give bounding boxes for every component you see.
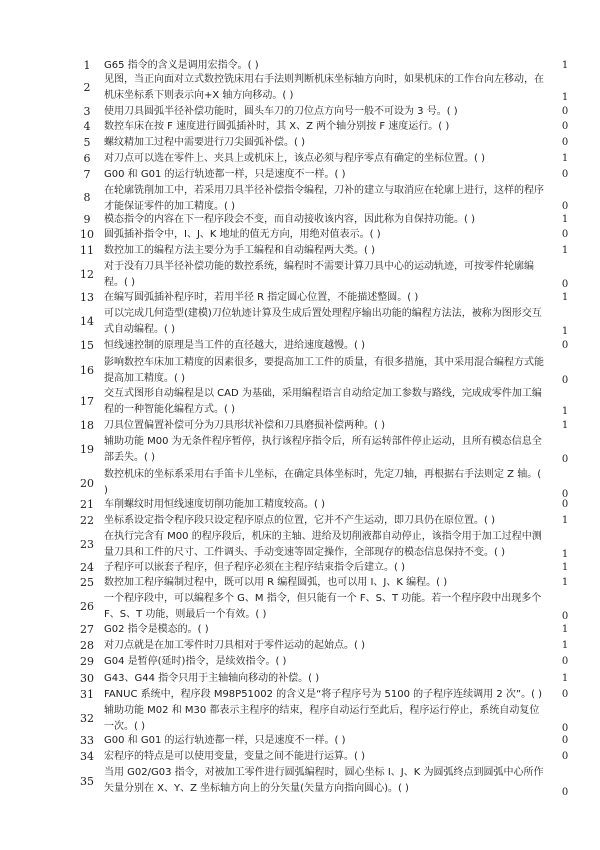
question-row (0, 467, 600, 501)
question-row (0, 306, 600, 338)
question-text: G00 和 G01 的运行轨迹都一样，只是速度不一样。( ) (104, 169, 346, 180)
answer-value: 1 (561, 60, 569, 71)
question-number: 31 (80, 688, 94, 701)
question-row (0, 418, 600, 434)
question-row (0, 703, 600, 735)
question-row (0, 529, 600, 561)
question-row (0, 622, 600, 638)
question-text: 刀具位置偏置补偿可分为刀具形状补偿和刀具磨损补偿两种。( ) (104, 420, 385, 431)
answer-value: 1 (561, 624, 569, 635)
question-row (0, 259, 600, 291)
question-row (0, 749, 600, 765)
question-row (0, 183, 600, 213)
question-text: 模态指令的内容在下一程序段会不变，而自动接收该内容，因此称为自保持功能。( ) (104, 214, 475, 225)
question-row (0, 733, 600, 749)
question-number: 9 (83, 213, 91, 226)
question-row (0, 434, 600, 466)
question-number: 14 (80, 315, 94, 328)
answer-value: 0 (561, 611, 569, 622)
answer-value: 1 (561, 640, 569, 651)
question-number: 32 (80, 712, 94, 725)
question-text: 辅助功能 M00 为无条件程序暂停，执行该程序指令后，所有运转部件停止运动，且所有模态信息全部丢失。( ) (104, 436, 542, 463)
question-number: 33 (80, 734, 94, 747)
question-number: 18 (80, 419, 94, 432)
answer-value: 1 (561, 577, 569, 588)
question-number: 19 (80, 443, 94, 456)
question-number: 13 (80, 291, 94, 304)
question-number: 22 (80, 514, 94, 527)
question-number: 1 (83, 59, 91, 72)
question-text: 交互式图形自动编程是以 CAD 为基础，采用编程语言自动给定加工参数与路线，完成成零件加工编程的一种智能化编程方式。( ) (104, 388, 542, 415)
question-text: 对于没有刀具半径补偿功能的数控系统，编程时不需要计算刀具中心的运动轨迹，可按零件轮廓编程。( ) (104, 261, 534, 288)
answer-value: 0 (561, 787, 569, 798)
question-number: 12 (80, 268, 94, 281)
question-row (0, 654, 600, 670)
answer-value: 0 (561, 454, 569, 465)
question-number: 5 (83, 136, 91, 149)
question-number: 4 (83, 120, 91, 133)
question-text: 一个程序段中，可以编程多个 G、M 指令，但只能有一个 F、S、T 功能。若一个程序段中出现多个 F、S、T 功能，则最后一个有效。( ) (104, 593, 542, 620)
question-number: 3 (83, 105, 91, 118)
answer-value: 0 (561, 751, 569, 762)
question-number: 26 (80, 600, 94, 613)
question-number: 11 (80, 244, 94, 257)
question-text: 坐标系设定指令程序段只设定程序原点的位置，它并不产生运动，即刀具仍在原位置。( ) (104, 515, 495, 526)
question-number: 2 (83, 81, 91, 94)
question-row (0, 386, 600, 418)
question-text: 圆弧插补指令中，I、J、K 地址的值无方向，用绝对值表示。( ) (104, 229, 381, 240)
question-text: G04 是暂停(延时)指令，是续效指令。( ) (104, 656, 287, 667)
question-text: G02 指令是模态的。( ) (104, 624, 209, 635)
question-row (0, 135, 600, 151)
question-text: 当用 G02/G03 指令，对被加工零件进行圆弧编程时，圆心坐标 I、J、K 为圆弧终点到圆弧中心所作矢量分别在 X、Y、Z 坐标轴方向上的分矢量(矢量方向指向圆心)。( ) (104, 767, 544, 794)
question-number: 35 (80, 775, 94, 788)
question-text: 对刀点可以选在零件上、夹具上或机床上，该点必须与程序零点有确定的坐标位置。( ) (104, 153, 485, 164)
question-number: 15 (80, 339, 94, 352)
answer-value: 0 (561, 106, 569, 117)
question-row (0, 338, 600, 354)
question-number: 17 (80, 395, 94, 408)
question-number: 20 (80, 477, 94, 490)
question-row (0, 227, 600, 243)
question-number: 28 (80, 639, 94, 652)
question-text: 数控加工的编程方法主要分为手工编程和自动编程两大类。( ) (104, 245, 375, 256)
answer-value: 1 (561, 292, 569, 303)
question-row (0, 104, 600, 120)
answer-value: 1 (561, 515, 569, 526)
question-row (0, 687, 600, 703)
answer-value: 0 (561, 279, 569, 290)
answer-value: 0 (561, 656, 569, 667)
question-text: 子程序可以嵌套子程序，但子程序必须在主程序结束指令后建立。( ) (104, 562, 405, 573)
question-row (0, 591, 600, 623)
question-row (0, 638, 600, 654)
question-text: 对刀点就是在加工零件时刀具相对于零件运动的起始点。( ) (104, 640, 365, 651)
question-text: 数控车床在按 F 速度进行圆弧插补时，其 X、Z 两个轴分别按 F 速度运行。( ) (104, 121, 450, 132)
question-number: 21 (80, 498, 94, 511)
question-text: FANUC 系统中，程序段 M98P51002 的含义是“将子程序号为 5100 的子程序连续调用 2 次”。( ) (104, 689, 543, 700)
question-text: 车削螺纹时用恒线速度切削功能加工精度较高。( ) (104, 499, 325, 510)
answer-value: 1 (561, 562, 569, 573)
question-text: 数控机床的坐标系采用右手笛卡儿坐标，在确定具体坐标时，先定刀轴，再根据右手法则定 Z 轴。( ) (104, 469, 542, 496)
answer-value: 0 (561, 169, 569, 180)
question-number: 8 (83, 191, 91, 204)
question-text: 影响数控车床加工精度的因素很多，要提高加工工件的质量，有很多措施，其中采用混合编程方式能提高加工精度。( ) (104, 357, 544, 384)
question-row (0, 212, 600, 228)
question-row (0, 355, 600, 387)
answer-value: 1 (561, 549, 569, 560)
question-row (0, 575, 600, 591)
question-text: 数控加工程序编制过程中，既可以用 R 编程圆弧，也可以用 I、J、K 编程。( ) (104, 577, 448, 588)
answer-value: 1 (561, 92, 569, 103)
question-text: 辅助功能 M02 和 M30 都表示主程序的结束，程序自动运行至此后，程序运行停止，系统自动复位一次。( ) (104, 705, 540, 732)
question-text: G43、G44 指令只用于主轴轴向移动的补偿。( ) (104, 673, 320, 684)
answer-value: 0 (561, 340, 569, 351)
answer-value: 1 (561, 406, 569, 417)
question-number: 6 (83, 152, 91, 165)
answer-value: 0 (561, 229, 569, 240)
answer-value: 0 (561, 489, 569, 500)
question-row (0, 497, 600, 513)
question-text: 恒线速控制的原理是当工件的直径越大，进给速度越慢。( ) (104, 340, 365, 351)
question-number: 25 (80, 576, 94, 589)
question-row (0, 119, 600, 135)
question-text: 在执行完含有 M00 的程序段后，机床的主轴、进给及切削液都自动停止，该指令用于加工过程中测量刀具和工件的尺寸、工件调头、手动变速等固定操作，全部现存的模态信息保持不变。( ) (104, 531, 542, 558)
answer-value: 1 (561, 153, 569, 164)
question-number: 10 (80, 228, 94, 241)
answer-value: 0 (561, 499, 569, 510)
question-number: 29 (80, 655, 94, 668)
answer-value: 1 (561, 245, 569, 256)
question-row (0, 671, 600, 687)
question-row (0, 72, 600, 104)
question-number: 7 (83, 168, 91, 181)
question-row (0, 151, 600, 167)
question-number: 27 (80, 623, 94, 636)
answer-value: 1 (561, 214, 569, 225)
answer-value: 0 (561, 201, 569, 212)
question-number: 34 (80, 750, 94, 763)
question-number: 30 (80, 672, 94, 685)
answer-value: 1 (561, 420, 569, 431)
question-row (0, 560, 600, 576)
question-row (0, 513, 600, 529)
question-text: 在轮廓铣削加工中，若采用刀具半径补偿指令编程，刀补的建立与取消应在轮廓上进行，这样的程序才能保证零件的加工精度。( ) (104, 185, 544, 212)
question-text: G65 指令的含义是调用宏指令。( ) (104, 60, 259, 71)
question-row (0, 167, 600, 183)
answer-value: 0 (561, 137, 569, 148)
question-row (0, 765, 600, 799)
answer-value: 1 (561, 326, 569, 337)
question-text: 见图，当正向面对立式数控铣床用右手法则判断机床坐标轴方向时，如果机床的工作台向左移动，在机床坐标系下则表示向+X 轴方向移动。( ) (104, 74, 544, 101)
answer-value: 0 (561, 375, 569, 386)
question-row (0, 243, 600, 259)
question-text: 使用刀具圆弧半径补偿功能时，圆头车刀的刀位点方向号一般不可设为 3 号。( ) (104, 106, 458, 117)
answer-value: 0 (561, 735, 569, 746)
question-number: 16 (80, 364, 94, 377)
question-text: 宏程序的特点是可以使用变量，变量之间不能进行运算。( ) (104, 751, 365, 762)
question-number: 23 (80, 538, 94, 551)
answer-value: 0 (561, 121, 569, 132)
answer-value: 1 (561, 673, 569, 684)
question-text: 可以完成几何造型(建模)刀位轨迹计算及生成后置处理程序输出功能的编程方法法，被称为图形交互式自动编程。( ) (104, 308, 542, 335)
question-text: G00 和 G01 的运行轨迹都一样，只是速度不一样。( ) (104, 735, 346, 746)
question-row (0, 290, 600, 306)
question-text: 螺纹精加工过程中需要进行刀尖圆弧补偿。( ) (104, 137, 305, 148)
answer-value: 0 (561, 723, 569, 734)
question-number: 24 (80, 561, 94, 574)
answer-value: 0 (561, 689, 569, 700)
question-text: 在编写圆弧插补程序时，若用半径 R 指定圆心位置，不能描述整圆。( ) (104, 292, 419, 303)
